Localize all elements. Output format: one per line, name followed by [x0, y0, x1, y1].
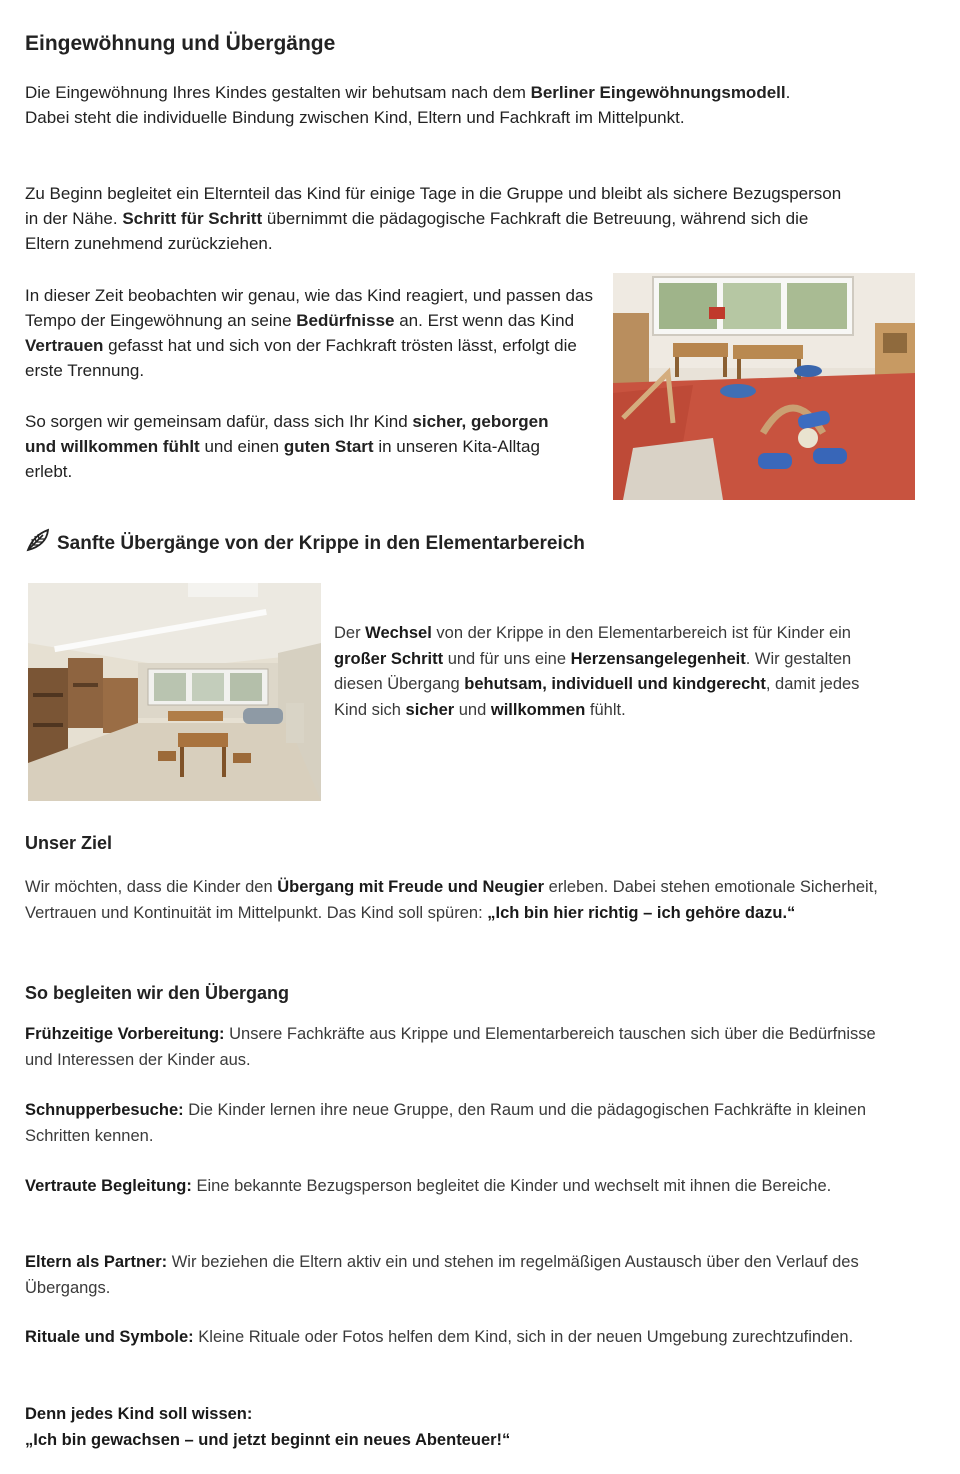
uebergang-paragraph [334, 621, 874, 723]
text-run: Wir möchten, dass die Kinder den [25, 878, 278, 896]
list-item [25, 1098, 905, 1149]
intro-paragraph-3 [25, 283, 600, 383]
list-item [25, 1022, 905, 1073]
bold-run: Schritt für Schritt [122, 209, 263, 228]
item-term: Schnupperbesuche: [25, 1101, 184, 1119]
bold-run: behutsam, individuell und kindgerecht [464, 675, 766, 693]
item-text: Eine bekannte Bezugsperson begleitet die Kinder und wechselt mit ihnen die Bereiche. [191, 1177, 832, 1195]
krippe-room-photo [613, 273, 915, 500]
bold-run: Bedürfnisse [296, 311, 395, 330]
list-item [25, 1250, 905, 1301]
text-run: und einen [199, 437, 284, 456]
text-run: . Dabei steht die individuelle Bindung zwischen Kind, Eltern und Fachkraft im Mittelpunkt. [25, 83, 791, 127]
bold-run: „Ich bin hier richtig – ich gehöre dazu.“ [487, 903, 796, 922]
bold-run: sicher, geborgen und willkommen fühlt [25, 412, 549, 456]
bold-run: Übergang mit Freude und Neugier [277, 878, 544, 896]
text-run: , damit jedes Kind sich [334, 675, 860, 719]
bold-run: Wechsel [365, 624, 432, 642]
closing-statement [25, 1402, 905, 1453]
text-run: Die Eingewöhnung Ihres Kindes gestalten wir behutsam nach dem [25, 83, 531, 102]
bold-run: großer Schritt [334, 649, 444, 668]
list-item [25, 1325, 905, 1351]
list-item [25, 1174, 905, 1200]
page-title: Eingewöhnung und Übergänge [25, 32, 336, 55]
item-term: Vertraute Begleitung: [25, 1177, 192, 1195]
bold-run: Vertrauen [25, 336, 104, 355]
text-run: In dieser Zeit beobachten wir genau, wie das Kind reagiert, und passen das Tempo der Eingewöhnung an seine [25, 286, 593, 330]
bold-run: Berliner Eingewöhnungsmodell [530, 83, 786, 102]
intro-paragraph-1 [25, 80, 825, 130]
closing-line-2: „Ich bin gewachsen – und jetzt beginnt ein neues Abenteuer!“ [25, 1430, 511, 1449]
text-run: . Wir gestalten diesen Übergang [334, 649, 852, 693]
text-run: und [454, 700, 491, 719]
item-text: Unsere Fachkräfte aus Krippe und Elementarbereich tauschen sich über die Bedürfnisse und Interessen der Kinder aus. [25, 1025, 876, 1069]
section-heading-text: Sanfte Übergänge von der Krippe in den Elementarbereich [57, 533, 585, 554]
item-text: Kleine Rituale oder Fotos helfen dem Kind, sich in der neuen Umgebung zurechtzufinden. [193, 1328, 854, 1346]
item-term: Eltern als Partner: [25, 1253, 168, 1271]
section-heading-begleiten: So begleiten wir den Übergang [25, 983, 290, 1003]
bold-run: Herzensangelegenheit [570, 649, 746, 668]
bold-run: willkommen [490, 700, 586, 719]
item-text: Wir beziehen die Eltern aktiv ein und stehen im regelmäßigen Austausch über den Verlauf des Übergangs. [25, 1253, 859, 1297]
bold-run: sicher [405, 700, 455, 719]
text-run: gefasst hat und sich von der Fachkraft trösten lässt, erfolgt die erste Trennung. [25, 336, 577, 380]
intro-paragraph-4 [25, 409, 580, 484]
ziel-paragraph [25, 875, 885, 926]
text-run: übernimmt die pädagogische Fachkraft die Betreuung, während sich die Eltern zunehmend zurückziehen. [25, 209, 809, 253]
elementarbereich-room-photo [28, 583, 321, 801]
section-heading-uebergaenge [25, 528, 585, 558]
text-run: in unseren Kita-Alltag erlebt. [25, 437, 540, 481]
item-term: Frühzeitige Vorbereitung: [25, 1025, 225, 1043]
section-heading-ziel: Unser Ziel [25, 833, 113, 853]
text-run: fühlt. [585, 700, 626, 719]
text-run: Zu Beginn begleitet ein Elternteil das Kind für einige Tage in die Gruppe und bleibt als sichere Bezugsperson in der Nähe. [25, 184, 842, 228]
text-run: erleben. Dabei stehen emotionale Sicherheit, Vertrauen und Kontinuität im Mittelpunkt. Das Kind soll spüren: [25, 878, 878, 922]
text-run: und für uns eine [443, 649, 571, 668]
leaf-icon [25, 528, 51, 558]
item-term: Rituale und Symbole: [25, 1328, 194, 1346]
text-run: von der Krippe in den Elementarbereich ist für Kinder ein [431, 624, 851, 642]
text-run: an. Erst wenn das Kind [394, 311, 575, 330]
closing-line-1: Denn jedes Kind soll wissen: [25, 1405, 253, 1423]
bold-run: guten Start [283, 437, 374, 456]
text-run: So sorgen wir gemeinsam dafür, dass sich Ihr Kind [25, 412, 413, 431]
intro-paragraph-2 [25, 181, 855, 256]
text-run: Der [334, 624, 366, 642]
item-text: Die Kinder lernen ihre neue Gruppe, den Raum und die pädagogischen Fachkräfte in kleinen Schritten kennen. [25, 1101, 867, 1145]
